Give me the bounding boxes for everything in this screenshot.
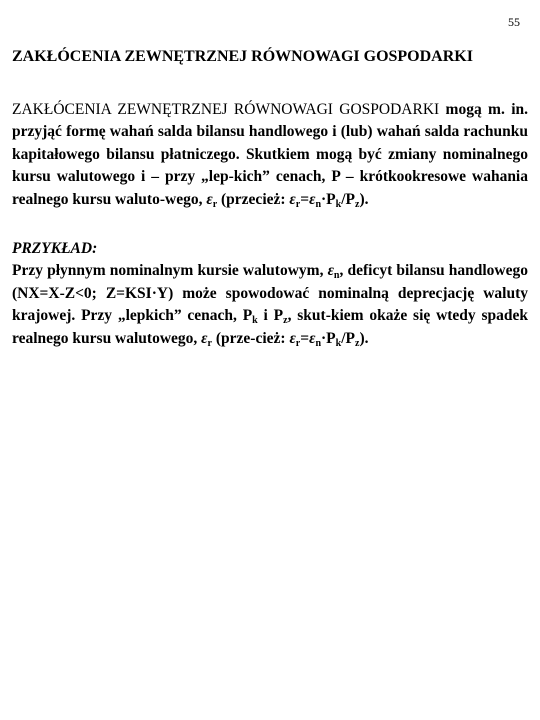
equals-sign: = <box>300 190 310 208</box>
subscript: r <box>295 337 301 349</box>
paragraph-text: ). <box>359 190 369 208</box>
subscript: n <box>315 337 322 349</box>
paragraph-text: (przecież: <box>217 190 290 208</box>
paragraph-lead: ZAKŁÓCENIA ZEWNĘTRZNEJ RÓWNOWAGI GOSPODARKI <box>12 101 440 118</box>
formula-text: ·P <box>321 190 336 208</box>
subscript: k <box>252 315 258 327</box>
subscript: r <box>207 337 212 349</box>
epsilon-symbol: ε <box>309 190 316 208</box>
subscript: k <box>335 198 342 210</box>
subscript: r <box>212 198 218 210</box>
epsilon-symbol: ε <box>327 262 334 280</box>
subscript: k <box>335 337 342 349</box>
formula-text: /P <box>341 329 355 347</box>
subscript: z <box>354 198 360 210</box>
epsilon-symbol: ε <box>309 329 316 347</box>
paragraph-text: i P <box>257 307 284 325</box>
paragraph-text: , skut-kiem okaże się wtedy spadek realnego kursu walutowego, <box>12 307 528 347</box>
epsilon-symbol: ε <box>206 190 213 208</box>
paragraph-text: , deficyt bilansu handlowego (NX=X-Z<0; Z=KSI·Y) może spowodować nominalną deprecjację waluty krajowej. Przy „lepkich” cenach, P <box>12 262 528 325</box>
example-title: PRZYKŁAD: <box>12 240 98 257</box>
paragraph-text: mogą m. in. przyjąć formę wahań salda bilansu handlowego i (lub) wahań salda rachunku kapitałowego bilansu płatniczego. Skutkiem mogą być zmiany nominalnego kursu walutowego i – przy „lep-kich” cenach, P – krótkookresowe wahania realnego kursu waluto-wego, <box>12 101 529 208</box>
epsilon-symbol: ε <box>289 329 296 347</box>
paragraph-text: ). <box>359 329 369 347</box>
subscript: z <box>283 315 288 327</box>
subscript: n <box>315 198 321 210</box>
paragraph-example <box>12 238 528 350</box>
equals-sign: = <box>300 329 310 347</box>
epsilon-symbol: ε <box>201 329 208 347</box>
subscript: z <box>355 337 360 349</box>
epsilon-symbol: ε <box>289 190 296 208</box>
paragraph-text: Przy płynnym nominalnym kursie walutowym, <box>12 262 328 280</box>
paragraph-text: (prze-cież: <box>211 329 290 347</box>
formula-text: ·P <box>321 329 336 347</box>
formula-text: /P <box>341 190 355 208</box>
subscript: r <box>295 198 301 210</box>
page-heading: ZAKŁÓCENIA ZEWNĘTRZNEJ RÓWNOWAGI GOSPODARKI <box>12 48 473 65</box>
subscript: n <box>333 270 340 282</box>
page-number: 55 <box>508 15 520 29</box>
paragraph-external-imbalance <box>12 99 528 211</box>
